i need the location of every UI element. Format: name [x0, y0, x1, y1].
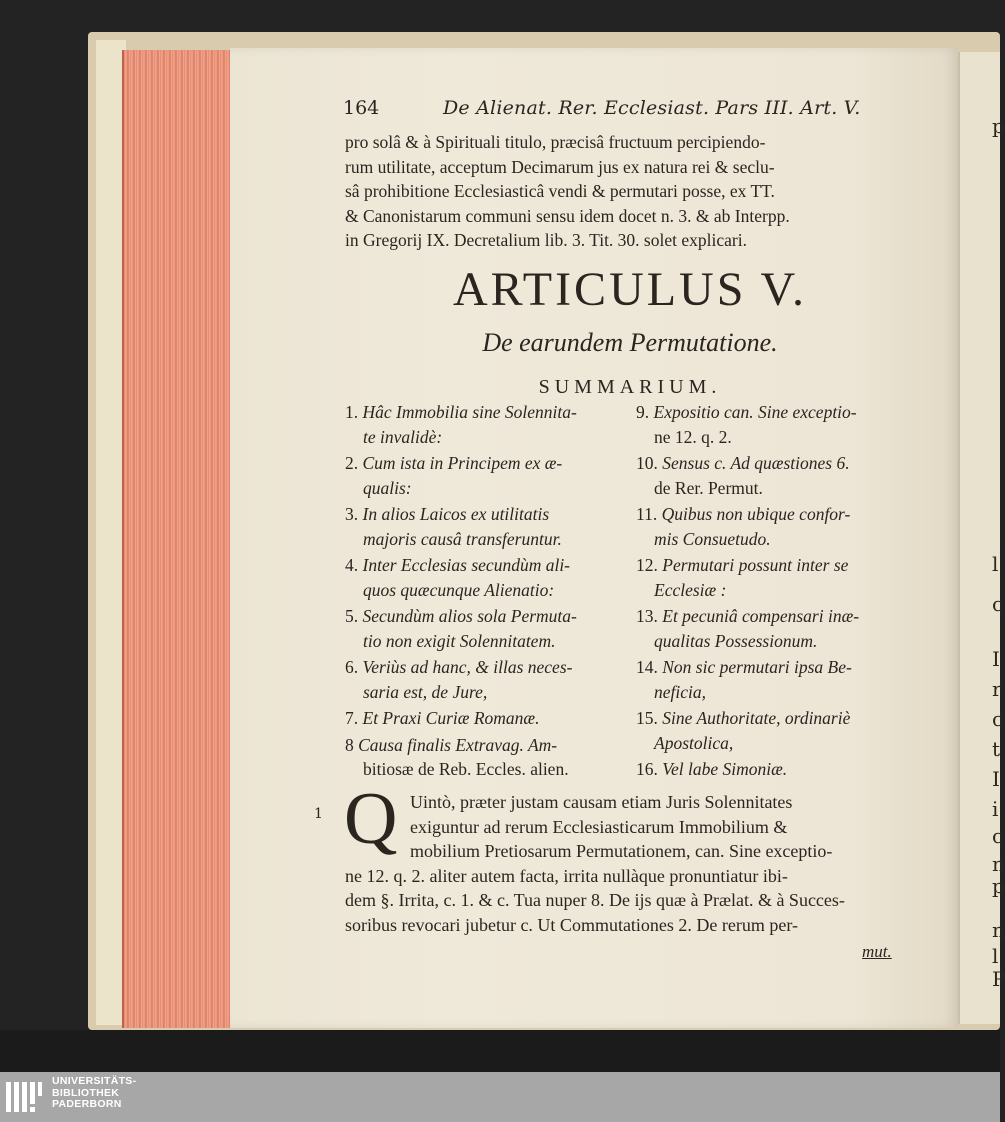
text-line: sâ prohibitione Ecclesiasticâ vendi & permutari posse, ex TT.: [345, 181, 775, 201]
article-title: ARTICULUS V.: [452, 263, 808, 316]
item-number: 12.: [636, 555, 658, 575]
text-line: rum utilitate, acceptum Decimarum jus ex natura rei & seclu-: [345, 156, 775, 177]
item-text-cont: te invalidè:: [363, 426, 443, 447]
item-number: 4.: [345, 555, 359, 575]
summary-item: [636, 655, 916, 704]
item-text-cont: majoris causâ transferuntur.: [363, 528, 562, 549]
book-fore-edge: [122, 50, 230, 1028]
item-text: Expositio can. Sine exceptio-: [653, 402, 857, 422]
item-number: 2.: [345, 453, 359, 473]
item-number: 15.: [636, 708, 658, 728]
summary-item: [345, 553, 625, 602]
item-text-cont: mis Consuetudo.: [654, 528, 771, 549]
summary-item: [636, 553, 916, 602]
margin-number: 1: [314, 806, 323, 822]
next-page-fragment: p: [992, 874, 1005, 898]
item-number: 3.: [345, 504, 359, 524]
item-text-cont: de Rer. Permut.: [654, 477, 763, 498]
item-number: 13.: [636, 606, 658, 626]
next-page-fragment: c: [992, 824, 1004, 848]
next-page-fragment: l: [992, 552, 999, 576]
article-subtitle: De earundem Permutatione.: [482, 328, 778, 357]
item-text-cont: qualis:: [363, 477, 412, 498]
item-number: 6.: [345, 657, 359, 677]
summary-item: [636, 757, 916, 782]
summary-item: [636, 451, 916, 500]
summary-item: [636, 604, 916, 653]
summary-item: [636, 502, 916, 551]
next-page-fragment: p: [992, 114, 1005, 138]
summary-item: [345, 655, 625, 704]
item-text: Sensus c. Ad quæstiones 6.: [662, 453, 850, 473]
item-text: In alios Laicos ex utilitatis: [362, 504, 550, 524]
logo-line: PADERBORN: [52, 1098, 122, 1110]
summary-item: [345, 733, 625, 782]
item-text-cont: ne 12. q. 2.: [654, 426, 732, 447]
item-number: 9.: [636, 402, 650, 422]
item-text-cont: quos quæcunque Alienatio:: [363, 579, 555, 600]
item-number: 8: [345, 734, 354, 755]
item-text: Sine Authoritate, ordinariè: [662, 708, 851, 728]
summary-item: [636, 400, 916, 449]
summary-item: [345, 400, 625, 449]
next-page-fragment: i: [992, 797, 999, 821]
opening-paragraph: [345, 130, 905, 253]
drop-cap: Q: [344, 778, 398, 860]
logo-line: UNIVERSITÄTS-: [52, 1075, 137, 1087]
item-text: Hâc Immobilia sine Solennita-: [362, 402, 577, 422]
next-page-fragment: c: [992, 707, 1004, 731]
item-text: Secundùm alios sola Permuta-: [362, 606, 577, 626]
text-line: pro solâ & à Spirituali titulo, præcisâ fructuum percipiendo-: [345, 132, 766, 152]
next-page-fragment: I: [992, 767, 1000, 791]
main-paragraph: [345, 790, 905, 937]
item-text: Inter Ecclesias secundùm ali-: [362, 555, 571, 575]
logo-line: BIBLIOTHEK: [52, 1086, 120, 1099]
summary-left-column: [345, 400, 625, 784]
item-text-cont: bitiosæ de Reb. Eccles. alien.: [363, 759, 569, 779]
summary-item: [345, 451, 625, 500]
next-page-fragment: I: [992, 647, 1000, 671]
summary-item: [345, 706, 625, 731]
running-header: [343, 97, 903, 127]
summary-item: [636, 706, 916, 755]
library-logo-text: [52, 1076, 136, 1111]
item-text: Non sic permutari ipsa Be-: [662, 657, 852, 677]
background-bottom: [0, 1030, 1000, 1072]
text-line: Uintò, præter justam causam etiam Juris Solennitates: [410, 792, 793, 812]
item-text: Et Praxi Curiæ Romanæ.: [362, 708, 540, 728]
text-line: in Gregorij IX. Decretalium lib. 3. Tit. 30. solet explicari.: [345, 230, 747, 250]
item-number: 1.: [345, 402, 359, 422]
catchword: mut.: [862, 942, 892, 961]
next-page-fragment: r: [992, 677, 1002, 701]
item-number: 14.: [636, 657, 658, 677]
summary-item: [345, 502, 625, 551]
text-line: exiguntur ad rerum Ecclesiasticarum Immobilium &: [410, 816, 788, 837]
item-text: Et pecuniâ compensari inæ-: [662, 606, 860, 626]
summary-right-column: [636, 400, 916, 784]
item-text-cont: qualitas Possessionum.: [654, 630, 818, 651]
library-logo-icon: [4, 1076, 46, 1118]
item-text: Causa finalis Extravag. Am-: [358, 734, 558, 755]
next-page-fragment: P: [992, 967, 1005, 991]
next-page-fragment: n: [992, 918, 1005, 942]
summary-item: [345, 604, 625, 653]
next-page-fragment: t: [992, 737, 1001, 761]
page-number: 164: [343, 97, 380, 119]
text-line: ne 12. q. 2. aliter autem facta, irrita nullàque pronuntiatur ibi-: [345, 865, 788, 886]
item-number: 5.: [345, 606, 359, 626]
next-page-fragment: n: [992, 852, 1005, 876]
item-text-cont: Ecclesiæ :: [654, 579, 727, 600]
item-number: 11.: [636, 504, 658, 524]
library-footer: [0, 1072, 1000, 1122]
item-number: 16.: [636, 759, 658, 779]
text-line: mobilium Pretiosarum Permutationem, can. Sine exceptio-: [410, 841, 833, 861]
item-text-cont: saria est, de Jure,: [363, 681, 488, 702]
item-text-cont: neficia,: [654, 681, 706, 702]
text-line: dem §. Irrita, c. 1. & c. Tua nuper 8. De ijs quæ à Prælat. & à Succes-: [345, 890, 845, 910]
item-number: 10.: [636, 453, 658, 473]
item-text: Quibus non ubique confor-: [661, 504, 851, 524]
item-text-cont: Apostolica,: [654, 732, 734, 753]
item-text-cont: tio non exigit Solennitatem.: [363, 630, 556, 651]
item-text: Veriùs ad hanc, & illas neces-: [362, 657, 573, 677]
next-page-edge: [958, 52, 1005, 1024]
item-text: Cum ista in Principem ex æ-: [362, 453, 563, 473]
item-text: Permutari possunt inter se: [662, 555, 849, 575]
item-text: Vel labe Simoniæ.: [662, 759, 788, 779]
next-page-fragment: c: [992, 592, 1004, 616]
text-line: & Canonistarum communi sensu idem docet n. 3. & ab Interpp.: [345, 205, 790, 226]
item-number: 7.: [345, 708, 359, 728]
running-head-title: De Alienat. Rer. Ecclesiast. Pars III. Art. V.: [443, 97, 861, 119]
next-page-fragment: l: [992, 944, 999, 968]
summary-heading: SUMMARIUM.: [538, 376, 722, 398]
text-line: soribus revocari jubetur c. Ut Commutationes 2. De rerum per-: [345, 914, 799, 935]
